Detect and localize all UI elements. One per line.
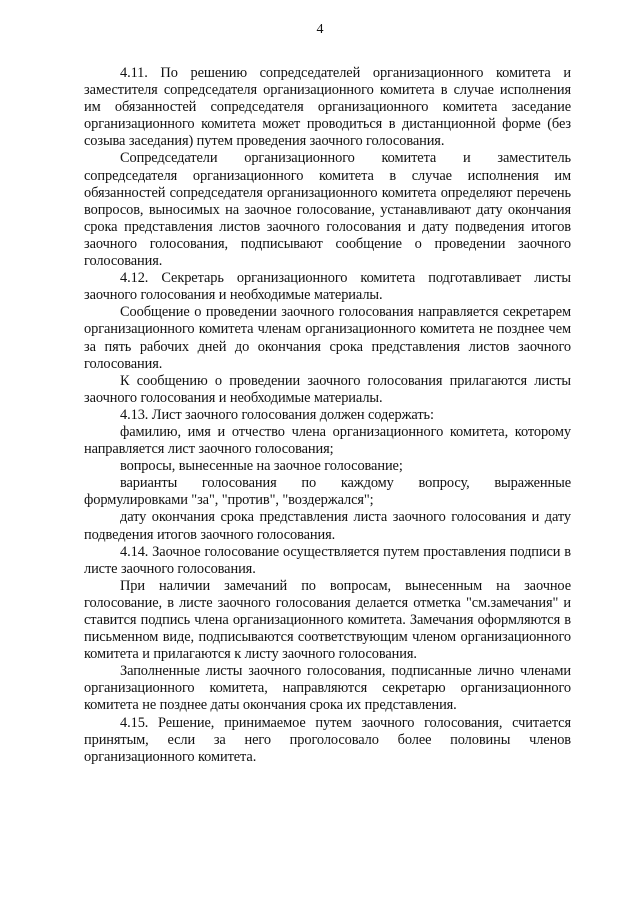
paragraph-completed-sheets: Заполненные листы заочного голосования, подписанные лично членами организационного комитета, направляются секретарю организационного комитета не позднее даты окончания срока их представления. bbox=[84, 663, 571, 714]
page-number: 4 bbox=[316, 22, 324, 37]
paragraph-cochairs-duties: Сопредседатели организационного комитета и заместитель сопредседателя организационного комитета в случае исполнения им обязанностей сопредседателя организационного комитета определяют перечень вопросов, выносимых на заочное голосование, устанавливают дату окончания срока представления листов заочного голосования и дату подведения итогов заочного голосования, подписывают сообщение о проведении заочного голосования. bbox=[84, 150, 571, 270]
list-item-vote-options: варианты голосования по каждому вопросу, выраженные формулировками "за", "против", "воздержался"; bbox=[84, 475, 571, 509]
paragraph-remarks: При наличии замечаний по вопросам, вынесенным на заочное голосование, в листе заочного голосования делается отметка "см.замечания" и ставится подпись члена организационного комитета. Замечания оформляются в письменном виде, подписываются соответствующим членом организационного комитета и прилагаются к листу заочного голосования. bbox=[84, 577, 571, 663]
paragraph-4-12: 4.12. Секретарь организационного комитета подготавливает листы заочного голосования и необходимые материалы. bbox=[84, 270, 571, 304]
list-item-member-name: фамилию, имя и отчество члена организационного комитета, которому направляется лист заочного голосования; bbox=[84, 423, 571, 458]
list-item-questions: вопросы, вынесенные на заочное голосование; bbox=[120, 458, 403, 475]
document-body bbox=[84, 65, 571, 766]
paragraph-4-13: 4.13. Лист заочного голосования должен содержать: bbox=[120, 406, 434, 423]
paragraph-notice-sending: Сообщение о проведении заочного голосования направляется секретарем организационного комитета членам организационного комитета не позднее чем за пять рабочих дней до окончания срока представления листов заочного голосования. bbox=[84, 304, 571, 372]
paragraph-4-14: 4.14. Заочное голосование осуществляется путем проставления подписи в листе заочного голосования. bbox=[84, 543, 571, 577]
list-item-deadline: дату окончания срока представления листа заочного голосования и дату подведения итогов заочного голосования. bbox=[84, 509, 571, 543]
paragraph-notice-attachments: К сообщению о проведении заочного голосования прилагаются листы заочного голосования и необходимые материалы. bbox=[84, 372, 571, 406]
paragraph-4-11: 4.11. По решению сопредседателей организационного комитета и заместителя сопредседателя организационного комитета в случае исполнения им обязанностей сопредседателя организационного комитета заседание организационного комитета может проводиться в дистанционной форме (без созыва заседания) путем проведения заочного голосования. bbox=[84, 65, 571, 150]
paragraph-4-15: 4.15. Решение, принимаемое путем заочного голосования, считается принятым, если за него проголосовало более половины членов организационного комитета. bbox=[84, 714, 571, 765]
